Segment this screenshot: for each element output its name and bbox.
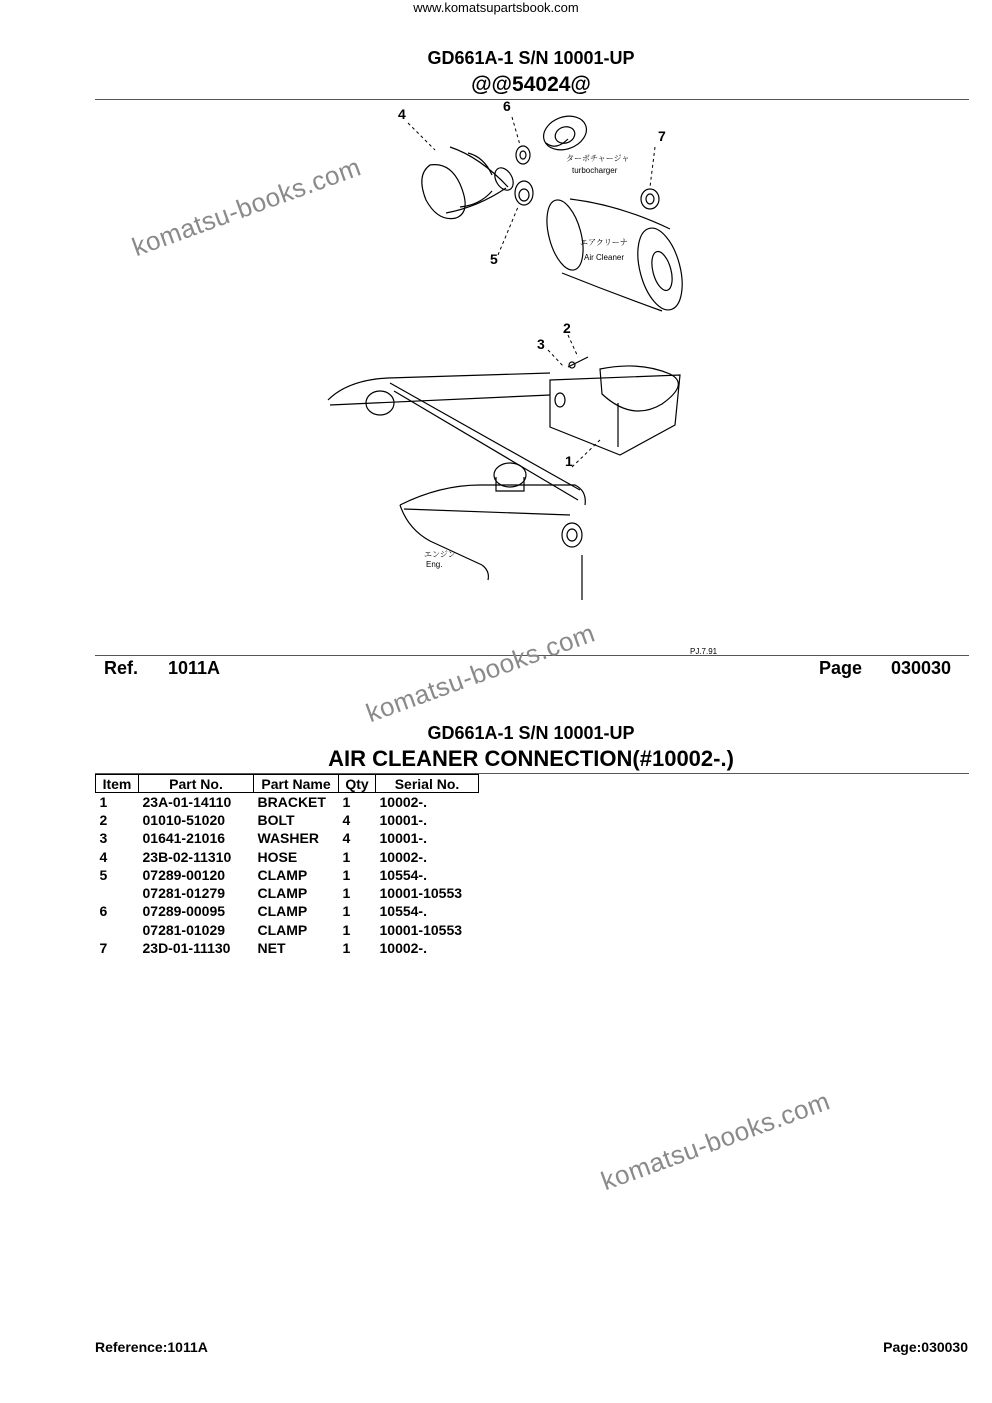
svg-text:Eng.: Eng.: [426, 560, 443, 569]
col-part-no: Part No.: [139, 775, 254, 793]
table-row: [96, 866, 479, 884]
table-row: [96, 848, 479, 866]
callout-4: 4: [398, 106, 406, 122]
cell-part-name: CLAMP: [257, 866, 308, 883]
cell-serial-no: 10554-.: [379, 903, 427, 920]
cell-serial-no: 10001-.: [379, 811, 427, 828]
table-header-row: [96, 775, 479, 793]
cell-part-no: 07289-00095: [142, 903, 226, 920]
cell-item: 7: [99, 940, 108, 957]
table-row: [96, 830, 479, 848]
section-model: GD661A-1 S/N 10001-UP: [427, 723, 635, 743]
cell-part-no: 01641-21016: [142, 830, 226, 847]
footer-page: Page:030030: [883, 1339, 968, 1355]
cell-serial-no: 10001-10553: [379, 921, 463, 938]
watermark-2: komatsu-books.com: [362, 617, 599, 729]
cell-serial-no: 10001-.: [379, 830, 427, 847]
cell-qty: 1: [342, 940, 351, 957]
col-item: Item: [96, 775, 139, 793]
cell-part-name: CLAMP: [257, 903, 308, 920]
cell-serial-no: 10001-10553: [379, 885, 463, 902]
bracket-drawing: [550, 357, 680, 455]
watermark-1: komatsu-books.com: [128, 151, 365, 263]
table-row: [96, 939, 479, 957]
cell-item: 4: [99, 848, 108, 865]
table-row: [96, 903, 479, 921]
header-model: GD661A-1 S/N 10001-UP: [427, 48, 635, 68]
callout-6: 6: [503, 98, 511, 114]
cell-part-name: CLAMP: [257, 921, 308, 938]
col-qty: Qty: [339, 775, 376, 793]
cell-part-no: 07281-01029: [142, 921, 226, 938]
cell-part-name: HOSE: [257, 848, 298, 865]
footer-reference: Reference:1011A: [95, 1339, 208, 1355]
callout-1: 1: [565, 453, 573, 469]
cell-qty: 1: [342, 885, 351, 902]
cell-item: [96, 921, 139, 939]
watermark-3: komatsu-books.com: [597, 1085, 834, 1197]
callout-3: 3: [537, 336, 545, 352]
cell-item: 6: [99, 903, 108, 920]
col-part-name: Part Name: [254, 775, 339, 793]
svg-text:ターボチャージャ: ターボチャージャ: [566, 154, 630, 163]
cell-part-name: BRACKET: [257, 793, 326, 810]
ref-value: 1011A: [168, 658, 221, 678]
svg-text:Air Cleaner: Air Cleaner: [584, 253, 625, 262]
cell-item: 2: [99, 811, 108, 828]
table-row: [96, 793, 479, 812]
callout-5: 5: [490, 251, 498, 267]
callout-2: 2: [563, 320, 571, 336]
cell-qty: 4: [342, 830, 351, 847]
table-row: [96, 921, 479, 939]
svg-text:エアクリーナ: エアクリーナ: [580, 238, 628, 247]
cell-serial-no: 10002-.: [379, 940, 427, 957]
cell-part-no: 23D-01-11130: [142, 940, 231, 957]
table-row: [96, 884, 479, 902]
cell-serial-no: 10002-.: [379, 793, 427, 810]
page-value: 030030: [891, 658, 952, 678]
cell-part-no: 23B-02-11310: [142, 848, 232, 865]
hose-drawing: [422, 147, 517, 219]
engine-body-drawing: [328, 373, 585, 600]
cell-part-no: 07289-00120: [142, 866, 226, 883]
cell-serial-no: 10002-.: [379, 848, 427, 865]
diagram-stamp: PJ.7.91: [690, 647, 718, 656]
turbocharger-drawing: [539, 110, 630, 175]
cell-qty: 1: [342, 903, 351, 920]
cell-item: 3: [99, 830, 108, 847]
cell-part-no: 01010-51020: [142, 811, 226, 828]
parts-table: [95, 774, 479, 958]
svg-text:エンジン: エンジン: [424, 550, 456, 559]
cell-item: [96, 884, 139, 902]
site-url[interactable]: www.komatsupartsbook.com: [413, 0, 579, 15]
cell-qty: 1: [342, 793, 351, 810]
ref-label: Ref.: [104, 658, 139, 678]
cell-part-name: BOLT: [257, 811, 295, 828]
callout-7: 7: [658, 128, 666, 144]
cell-serial-no: 10554-.: [379, 866, 427, 883]
cell-part-name: NET: [257, 940, 286, 957]
svg-text:turbocharger: turbocharger: [572, 166, 618, 175]
cell-part-name: CLAMP: [257, 885, 308, 902]
table-row: [96, 811, 479, 829]
cell-item: 5: [99, 866, 108, 883]
cell-qty: 1: [342, 921, 351, 938]
cell-part-no: 07281-01279: [142, 885, 226, 902]
page-label: Page: [819, 658, 863, 678]
cell-part-name: WASHER: [257, 830, 319, 847]
cell-qty: 1: [342, 848, 351, 865]
cell-qty: 4: [342, 811, 351, 828]
header-code: @@54024@: [471, 73, 591, 96]
cell-part-no: 23A-01-14110: [142, 793, 232, 810]
cell-item: 1: [99, 793, 108, 810]
section-title: AIR CLEANER CONNECTION(#10002-.): [328, 746, 734, 771]
col-serial-no: Serial No.: [376, 775, 479, 793]
air-cleaner-drawing: [540, 196, 690, 315]
cell-qty: 1: [342, 866, 351, 883]
